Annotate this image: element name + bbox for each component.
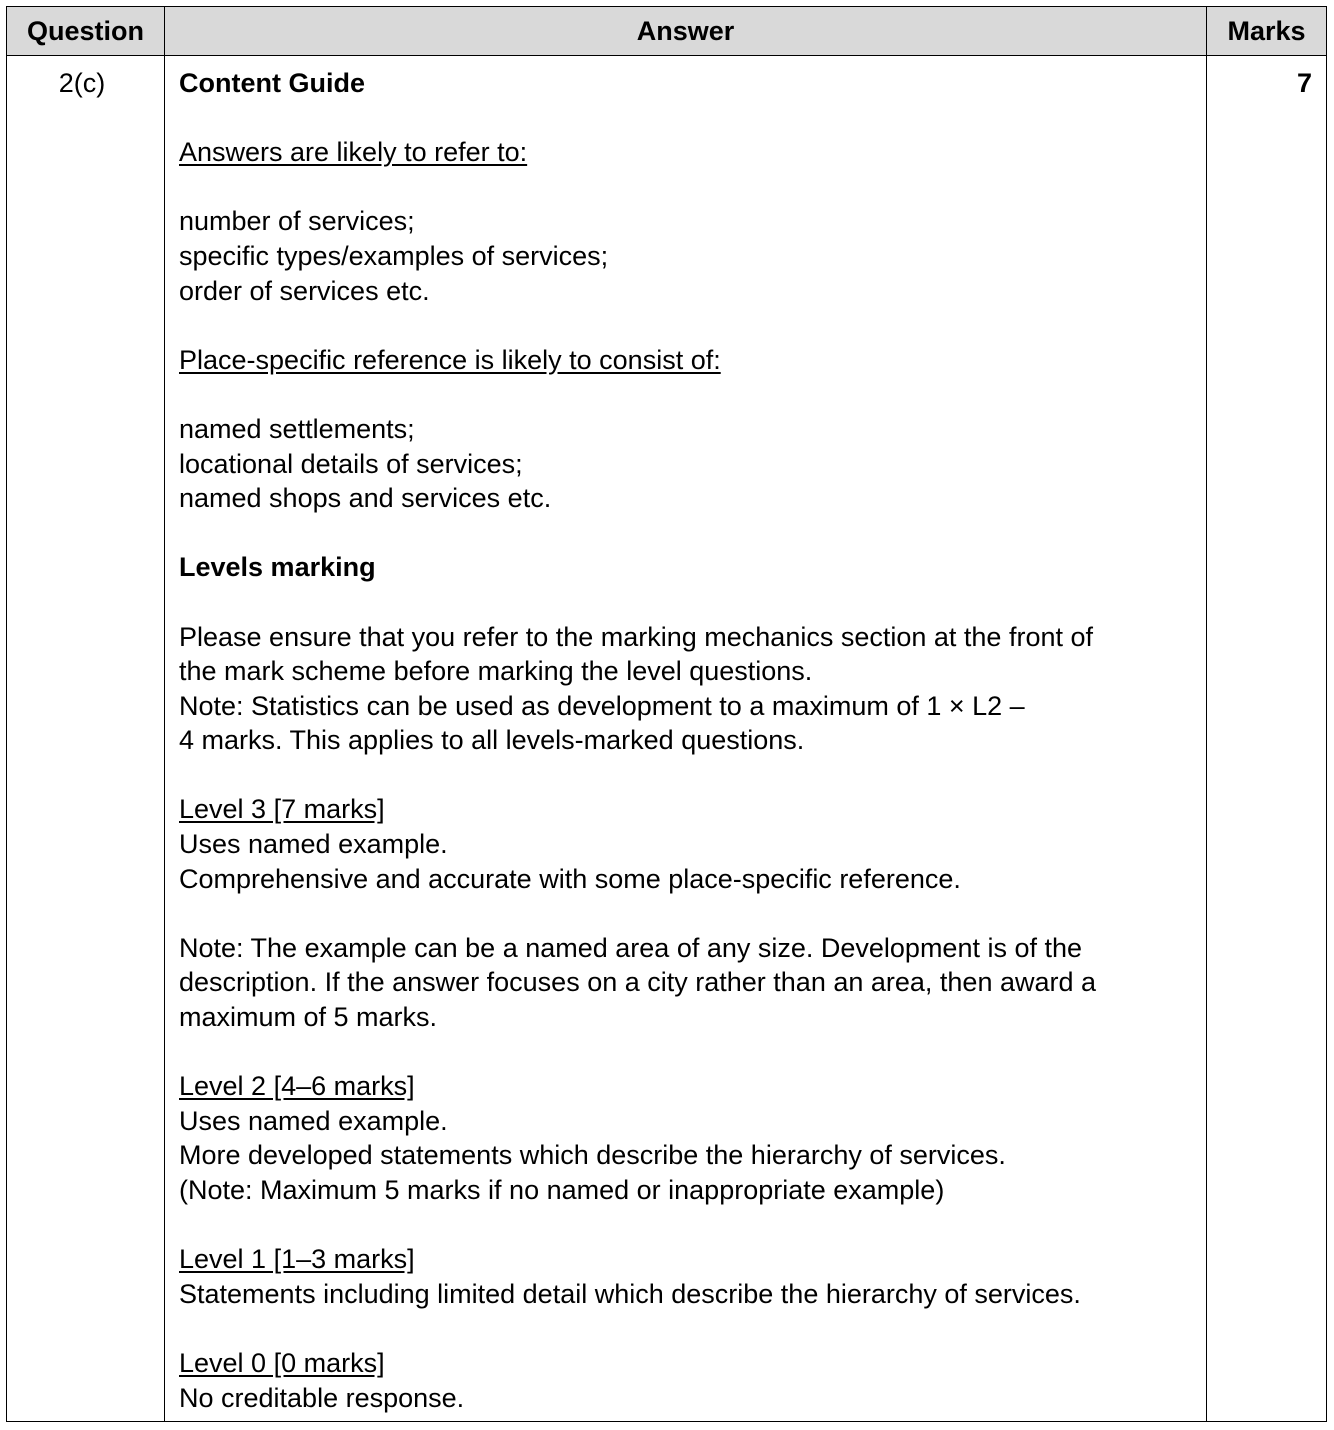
level-3-note-line: Note: The example can be a named area of any size. Development is of the bbox=[179, 932, 1083, 963]
question-column-header: Question bbox=[7, 7, 165, 56]
list-item: named shops and services etc. bbox=[179, 483, 552, 514]
spacer bbox=[179, 896, 1192, 931]
list-item: named settlements; bbox=[179, 413, 415, 444]
answer-column-header: Answer bbox=[165, 7, 1207, 56]
levels-marking-heading: Levels marking bbox=[179, 552, 376, 583]
spacer bbox=[179, 308, 1192, 343]
marks-value: 7 bbox=[1207, 56, 1327, 1422]
level-0-line: No creditable response. bbox=[179, 1382, 465, 1413]
level-3-heading: Level 3 [7 marks] bbox=[179, 794, 385, 825]
levels-intro-line: Note: Statistics can be used as development to a maximum of 1 × L2 – bbox=[179, 690, 1025, 721]
answer-cell bbox=[165, 56, 1207, 1422]
spacer bbox=[179, 1311, 1192, 1346]
spacer bbox=[179, 1035, 1192, 1070]
question-number: 2(c) bbox=[7, 56, 165, 1422]
level-1-heading: Level 1 [1–3 marks] bbox=[179, 1244, 415, 1275]
spacer bbox=[179, 1208, 1192, 1243]
list-item: specific types/examples of services; bbox=[179, 240, 609, 271]
level-1-line: Statements including limited detail which describe the hierarchy of services. bbox=[179, 1278, 1081, 1309]
marks-column-header: Marks bbox=[1207, 7, 1327, 56]
spacer bbox=[179, 170, 1192, 205]
levels-intro-line: Please ensure that you refer to the marking mechanics section at the front of bbox=[179, 621, 1093, 652]
level-2-line: Uses named example. bbox=[179, 1105, 448, 1136]
level-3-line: Comprehensive and accurate with some place-specific reference. bbox=[179, 863, 961, 894]
levels-intro-line: 4 marks. This applies to all levels-marked questions. bbox=[179, 725, 805, 756]
levels-intro-line: the mark scheme before marking the level questions. bbox=[179, 656, 813, 687]
level-3-note-line: maximum of 5 marks. bbox=[179, 1002, 438, 1033]
spacer bbox=[179, 377, 1192, 412]
likely-refer-heading: Answers are likely to refer to: bbox=[179, 137, 528, 168]
level-2-line: More developed statements which describe the hierarchy of services. bbox=[179, 1140, 1006, 1171]
header-row bbox=[7, 7, 1327, 56]
list-item: number of services; bbox=[179, 206, 415, 237]
list-item: order of services etc. bbox=[179, 275, 430, 306]
level-2-line: (Note: Maximum 5 marks if no named or inappropriate example) bbox=[179, 1175, 945, 1205]
mark-scheme-table bbox=[6, 6, 1327, 1422]
level-3-line: Uses named example. bbox=[179, 829, 448, 860]
table-row bbox=[7, 56, 1327, 1422]
spacer bbox=[179, 516, 1192, 551]
spacer bbox=[179, 101, 1192, 136]
spacer bbox=[179, 585, 1192, 620]
list-item: locational details of services; bbox=[179, 448, 523, 479]
place-specific-heading: Place-specific reference is likely to consist of: bbox=[179, 344, 721, 375]
level-3-note-line: description. If the answer focuses on a city rather than an area, then award a bbox=[179, 967, 1097, 998]
content-guide-heading: Content Guide bbox=[179, 68, 365, 98]
spacer bbox=[179, 758, 1192, 793]
level-0-heading: Level 0 [0 marks] bbox=[179, 1347, 385, 1378]
level-2-heading: Level 2 [4–6 marks] bbox=[179, 1071, 415, 1102]
